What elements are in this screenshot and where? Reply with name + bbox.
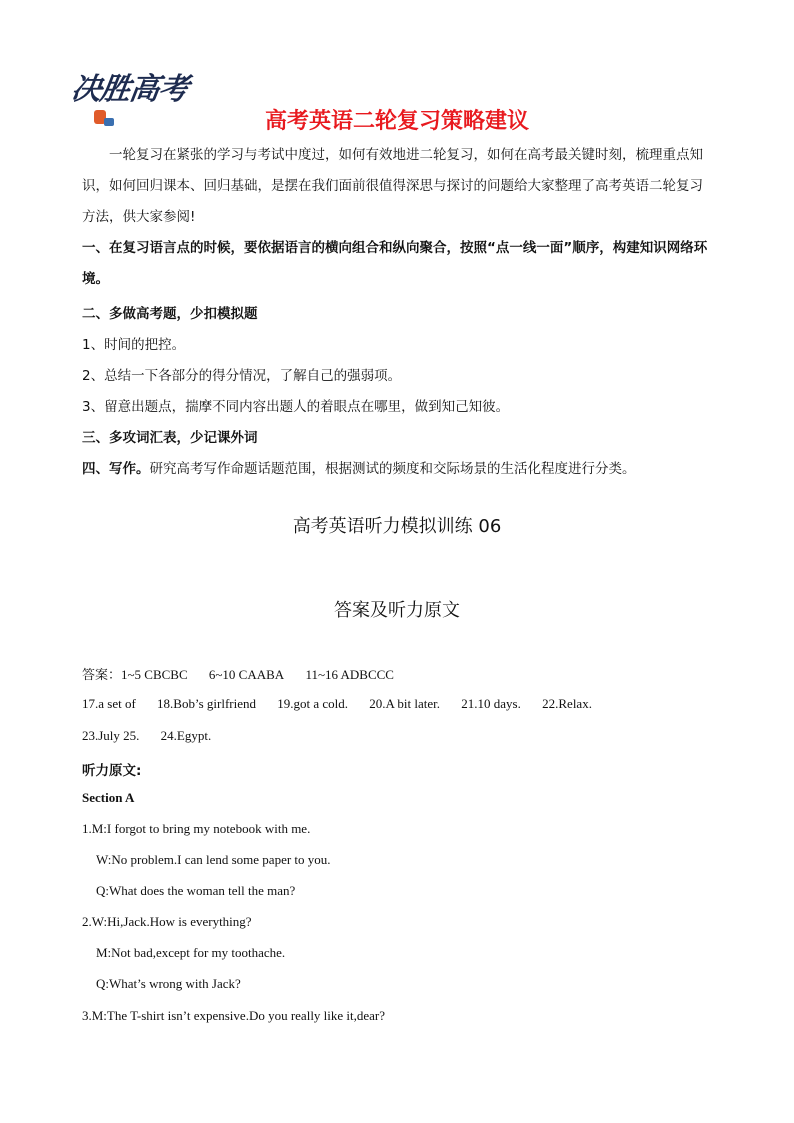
dialogue-line: Q:What does the woman tell the man? [96, 883, 296, 898]
answer-group: 6~10 CAABA [208, 667, 285, 682]
point-three: 三、多攻词汇表，少记课外词 [82, 430, 258, 446]
transcript-label: 听力原文: [82, 763, 142, 779]
page-subtitle: 答案及听力原文 [334, 600, 460, 621]
answer-item: 17.a set of [82, 696, 136, 711]
answer-item: 23.July 25. [82, 728, 140, 743]
dialogue-line: 1.M:I forgot to bring my notebook with me. [82, 821, 311, 836]
answer-line-3 [82, 728, 211, 744]
dialogue-line: 2.W:Hi,Jack.How is everything? [82, 914, 252, 929]
dialogue-line: M:Not bad,except for my toothache. [96, 945, 286, 960]
dialogue-line: Q:What’s wrong with Jack? [96, 976, 241, 991]
logo-text: 决胜高考 [69, 72, 190, 107]
point-four-label: 四、写作。 [82, 461, 150, 477]
answer-line-2 [82, 696, 592, 712]
item-two: 2、总结一下各部分的得分情况，了解自己的强弱项。 [82, 368, 402, 384]
answer-item: 19.got a cold. [277, 696, 348, 711]
answer-group: 11~16 ADBCCC [305, 667, 394, 682]
banner-title: 高考英语二轮复习策略建议 [264, 109, 529, 134]
intro-paragraph: 一轮复习在紧张的学习与考试中度过，如何有效地进二轮复习，如何在高考最关键时刻，梳理重点知识，如何回归课本、回归基础，是摆在我们面前很值得深思与探讨的问题给大家整理了高考英语二轮复习方法，供大家参阅! [82, 147, 703, 225]
answer-item: 18.Bob’s girlfriend [157, 696, 256, 711]
answer-item: 20.A bit later. [369, 696, 441, 711]
point-four [82, 457, 636, 477]
answer-item: 21.10 days. [461, 696, 521, 711]
dialogue-line: 3.M:The T-shirt isn’t expensive.Do you really like it,dear? [82, 1008, 386, 1023]
dialogue-line: W:No problem.I can lend some paper to you. [96, 852, 331, 867]
answer-line-1 [82, 664, 394, 683]
item-one: 1、时间的把控。 [82, 337, 186, 353]
point-one: 一、在复习语言点的时候，要依据语言的横向组合和纵向聚合，按照“点一线一面”顺序，构建知识网络环境。 [82, 240, 708, 287]
item-three: 3、留意出题点，揣摩不同内容出题人的着眼点在哪里，做到知己知彼。 [82, 399, 510, 415]
answer-item: 22.Relax. [542, 696, 592, 711]
point-two: 二、多做高考题，少扣模拟题 [82, 306, 258, 322]
section-heading: Section A [82, 790, 135, 805]
answer-group: 答案：1~5 CBCBC [82, 667, 188, 682]
answer-item: 24.Egypt. [160, 728, 212, 743]
page-title: 高考英语听力模拟训练 06 [292, 516, 502, 537]
point-four-text: 研究高考写作命题话题范围，根据测试的频度和交际场景的生活化程度进行分类。 [149, 461, 636, 477]
